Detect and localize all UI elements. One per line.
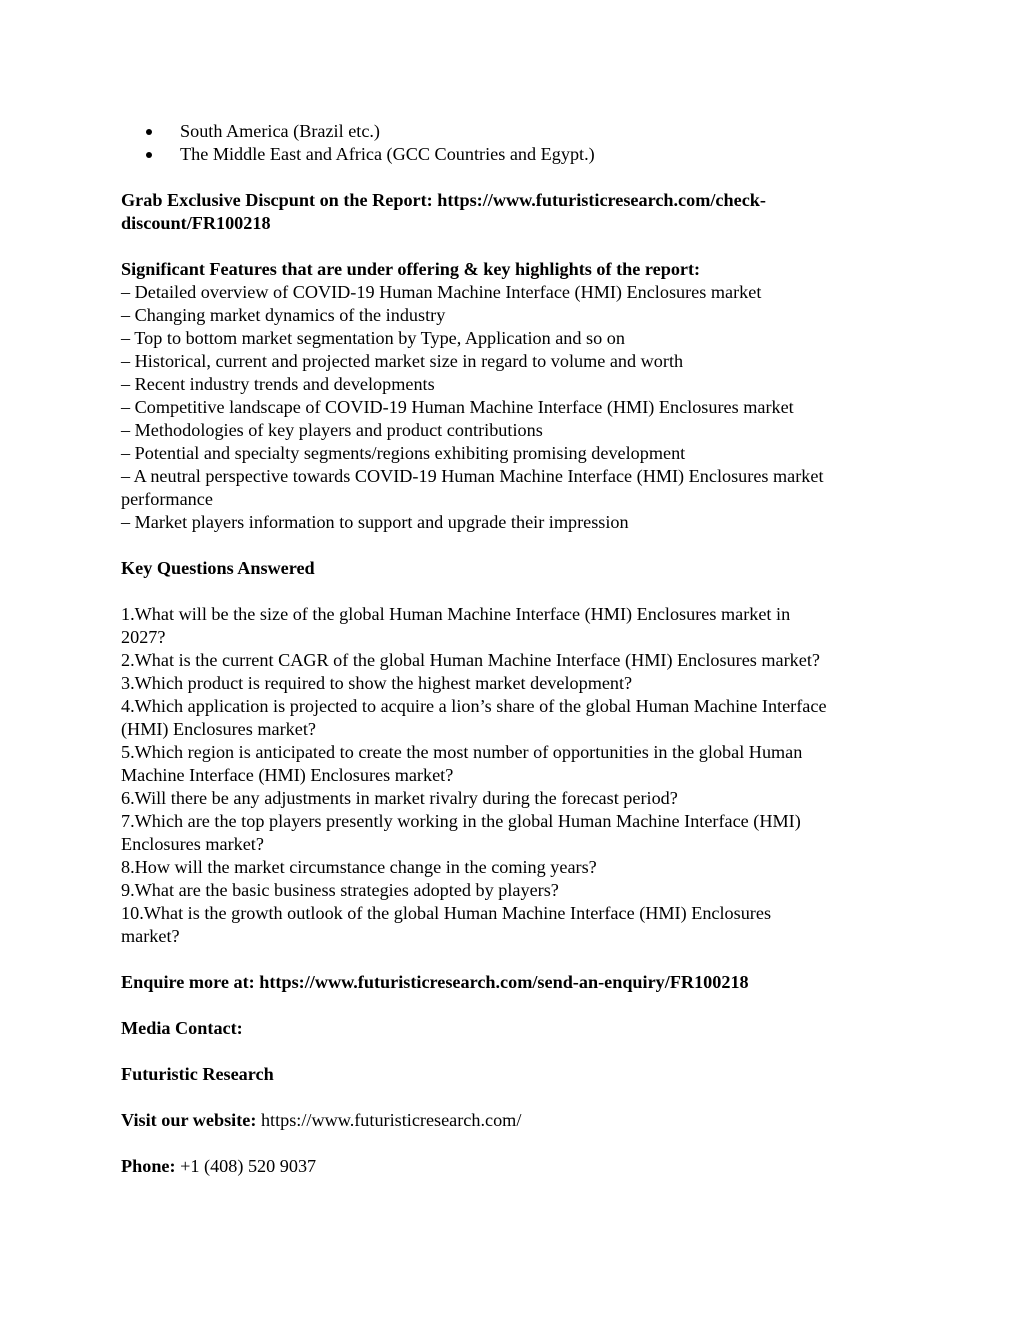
discount-label: Grab Exclusive Discpunt on the Report: (121, 190, 438, 210)
list-item: The Middle East and Africa (GCC Countries and Egypt.) (121, 143, 911, 166)
question-line: 2027? (121, 627, 166, 647)
question-line: 2.What is the current CAGR of the global Human Machine Interface (HMI) Enclosures market? (121, 650, 820, 670)
question-line: 8.How will the market circumstance change in the coming years? (121, 857, 597, 877)
features-list (121, 281, 911, 534)
website-label: Visit our website: (121, 1110, 257, 1130)
website-link[interactable]: https://www.futuristicresearch.com/ (256, 1110, 522, 1130)
phone-label: Phone: (121, 1156, 176, 1176)
question-line: (HMI) Enclosures market? (121, 719, 316, 739)
feature-item: – Detailed overview of COVID-19 Human Machine Interface (HMI) Enclosures market (121, 282, 762, 302)
discount-paragraph (121, 189, 911, 235)
feature-item: – A neutral perspective towards COVID-19 Human Machine Interface (HMI) Enclosures market (121, 466, 824, 486)
feature-item: – Recent industry trends and developments (121, 374, 435, 394)
feature-item: – Potential and specialty segments/regions exhibiting promising development (121, 443, 686, 463)
question-line: Machine Interface (HMI) Enclosures market? (121, 765, 454, 785)
question-line: 4.Which application is projected to acquire a lion’s share of the global Human Machine Interface (121, 696, 827, 716)
questions-heading: Key Questions Answered (121, 558, 315, 578)
feature-item-continued: performance (121, 489, 213, 509)
question-line: 7.Which are the top players presently working in the global Human Machine Interface (HMI) (121, 811, 801, 831)
enquire-paragraph (121, 971, 911, 994)
bullet-icon (146, 152, 152, 158)
feature-item: – Historical, current and projected market size in regard to volume and worth (121, 351, 684, 371)
feature-item: – Changing market dynamics of the industry (121, 305, 446, 325)
question-line: 1.What will be the size of the global Human Machine Interface (HMI) Enclosures market in (121, 604, 791, 624)
discount-link-continued[interactable]: discount/FR100218 (121, 213, 271, 233)
region-list (121, 120, 911, 166)
question-line: 3.Which product is required to show the highest market development? (121, 673, 633, 693)
phone-paragraph (121, 1155, 911, 1178)
feature-item: – Methodologies of key players and product contributions (121, 420, 543, 440)
question-line: 6.Will there be any adjustments in market rivalry during the forecast period? (121, 788, 678, 808)
feature-item: – Market players information to support and upgrade their impression (121, 512, 629, 532)
question-line: 9.What are the basic business strategies adopted by players? (121, 880, 559, 900)
feature-item: – Competitive landscape of COVID-19 Human Machine Interface (HMI) Enclosures market (121, 397, 794, 417)
discount-link[interactable]: https://www.futuristicresearch.com/check- (437, 190, 766, 210)
features-heading: Significant Features that are under offering & key highlights of the report: (121, 259, 701, 279)
question-line: 10.What is the growth outlook of the global Human Machine Interface (HMI) Enclosures (121, 903, 772, 923)
phone-value: +1 (408) 520 9037 (175, 1156, 317, 1176)
questions-list (121, 603, 911, 948)
enquire-link[interactable]: https://www.futuristicresearch.com/send-an-enquiry/FR100218 (259, 972, 749, 992)
media-contact-heading: Media Contact: (121, 1018, 243, 1038)
question-line: market? (121, 926, 180, 946)
question-line: Enclosures market? (121, 834, 264, 854)
enquire-label: Enquire more at: (121, 972, 260, 992)
company-name: Futuristic Research (121, 1064, 274, 1084)
bullet-icon (146, 129, 152, 135)
question-line: 5.Which region is anticipated to create the most number of opportunities in the global Human (121, 742, 803, 762)
feature-item: – Top to bottom market segmentation by Type, Application and so on (121, 328, 625, 348)
list-item: South America (Brazil etc.) (121, 120, 911, 143)
document-page (121, 120, 911, 1178)
website-paragraph (121, 1109, 911, 1132)
